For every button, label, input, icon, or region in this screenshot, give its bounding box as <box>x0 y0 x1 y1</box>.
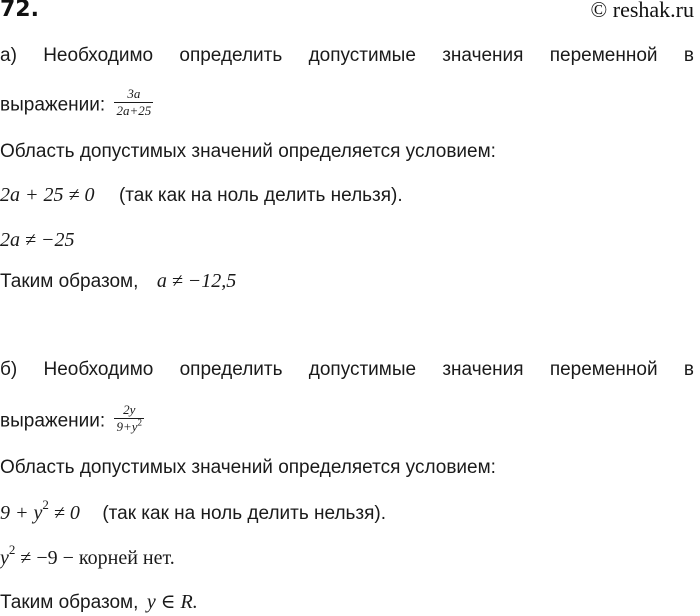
part-a-conclusion-line <box>0 269 236 294</box>
part-a-conclusion: a ≠ −12,5 <box>156 270 237 292</box>
task-number: 72. <box>0 0 39 22</box>
intro-word: Необходимо <box>43 45 154 66</box>
part-a-intro-line <box>0 44 694 68</box>
part-a-domain-condition: Область допустимых значений определяется условием: <box>0 141 496 162</box>
intro-word: Необходимо <box>43 359 154 380</box>
part-b-condition: $9 + y^2 \ne 0$ <box>0 497 80 524</box>
part-a-fraction <box>114 87 153 118</box>
part-b-intro-line <box>0 358 694 382</box>
part-b-step: $y^2 \ne -9$ − корней нет. <box>0 542 175 569</box>
intro-word: допустимые <box>308 45 416 66</box>
expression-prefix: выражении: <box>0 410 106 432</box>
intro-word: значения <box>442 359 524 380</box>
copyright-notice: © reshak.ru <box>590 0 694 22</box>
part-b-condition-line <box>0 497 387 526</box>
part-a-step: 2a ≠ −25 <box>0 229 75 251</box>
intro-word: переменной <box>549 45 658 66</box>
part-b-conclusion-prefix: Таким образом, <box>0 592 139 613</box>
intro-word: допустимые <box>308 359 417 380</box>
intro-word: в <box>683 359 694 380</box>
intro-word: переменной <box>549 359 658 380</box>
part-a-condition-note: (так как на ноль делить нельзя). <box>118 185 403 206</box>
fraction-denominator: 2a+25 <box>116 103 152 118</box>
part-a-label: а) <box>0 45 17 66</box>
part-b-expression-line <box>0 402 144 437</box>
part-b-conclusion-line <box>0 590 198 615</box>
intro-word: значения <box>442 45 524 66</box>
fraction-numerator: 3a <box>127 86 141 101</box>
part-a-conclusion-prefix: Таким образом, <box>0 271 139 292</box>
expression-prefix: выражении: <box>0 94 106 116</box>
part-a-condition: 2a + 25 ≠ 0 <box>0 184 95 206</box>
part-b-fraction <box>114 403 144 434</box>
intro-word: определить <box>179 45 283 66</box>
fraction-numerator: 2y <box>123 402 136 417</box>
fraction-denominator: $9+y^2$ <box>116 417 142 434</box>
part-b-conclusion: y ∈ R. <box>146 591 198 613</box>
part-a-condition-line <box>0 183 403 208</box>
intro-word: определить <box>179 359 283 380</box>
intro-word: в <box>683 45 694 66</box>
part-b-domain-condition: Область допустимых значений определяется условием: <box>0 457 496 478</box>
part-b-condition-note: (так как на ноль делить нельзя). <box>102 503 387 524</box>
part-a-expression-line <box>0 86 153 121</box>
part-b-label: б) <box>0 359 18 380</box>
